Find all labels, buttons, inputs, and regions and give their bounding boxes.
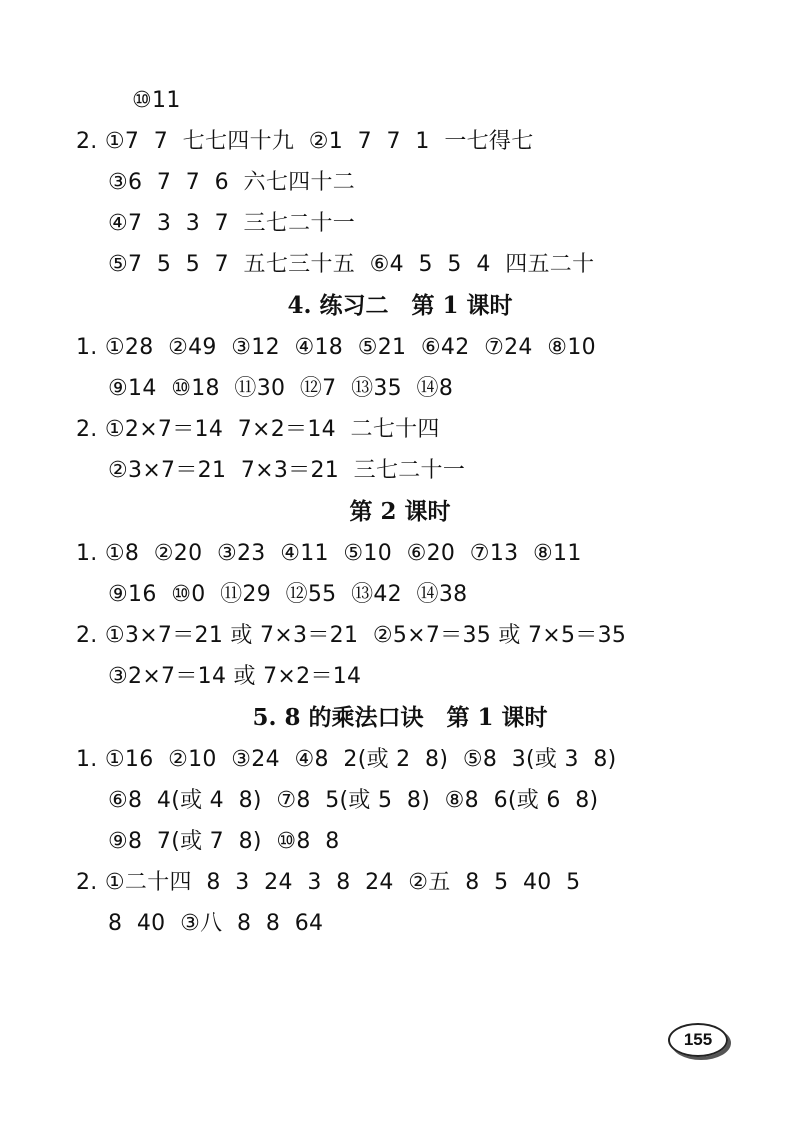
answer-line: 8 40 ③八 8 8 64: [108, 911, 324, 936]
answer-line: ③6 7 7 6 六七四十二: [108, 170, 356, 195]
answer-line: 2. ①7 7 七七四十九 ②1 7 7 1 一七得七: [76, 129, 534, 154]
answer-line: ⑨16 ⑩0 ⑪29 ⑫55 ⑬42 ⑭38: [108, 582, 468, 607]
section-heading: 5. 8 的乘法口诀 第 1 课时: [252, 704, 548, 731]
section-heading: 4. 练习二 第 1 课时: [287, 292, 513, 319]
answer-line: ③2×7＝14 或 7×2＝14: [108, 664, 362, 689]
section-heading: 第 2 课时: [349, 498, 451, 525]
answer-line: 1. ①16 ②10 ③24 ④8 2(或 2 8) ⑤8 3(或 3 8): [76, 747, 617, 772]
answer-line: 1. ①8 ②20 ③23 ④11 ⑤10 ⑥20 ⑦13 ⑧11: [76, 541, 582, 566]
answer-line: ④7 3 3 7 三七二十一: [108, 211, 356, 236]
answer-line: ⑥8 4(或 4 8) ⑦8 5(或 5 8) ⑧8 6(或 6 8): [108, 788, 599, 813]
answer-line: ⑨8 7(或 7 8) ⑩8 8: [108, 829, 340, 854]
answer-line: ②3×7＝21 7×3＝21 三七二十一: [108, 458, 466, 483]
page-number: 155: [683, 1030, 713, 1049]
answer-line: ⑤7 5 5 7 五七三十五 ⑥4 5 5 4 四五二十: [108, 252, 595, 277]
answer-line: 2. ①3×7＝21 或 7×3＝21 ②5×7＝35 或 7×5＝35: [76, 623, 627, 648]
answer-line: 1. ①28 ②49 ③12 ④18 ⑤21 ⑥42 ⑦24 ⑧10: [76, 335, 596, 360]
answer-line: ⑨14 ⑩18 ⑪30 ⑫7 ⑬35 ⑭8: [108, 376, 454, 401]
answer-line: ⑩11: [132, 88, 181, 113]
answer-line: 2. ①二十四 8 3 24 3 8 24 ②五 8 5 40 5: [76, 870, 581, 895]
answer-line: 2. ①2×7＝14 7×2＝14 二七十四: [76, 417, 440, 442]
page-number-badge: [668, 1023, 728, 1057]
